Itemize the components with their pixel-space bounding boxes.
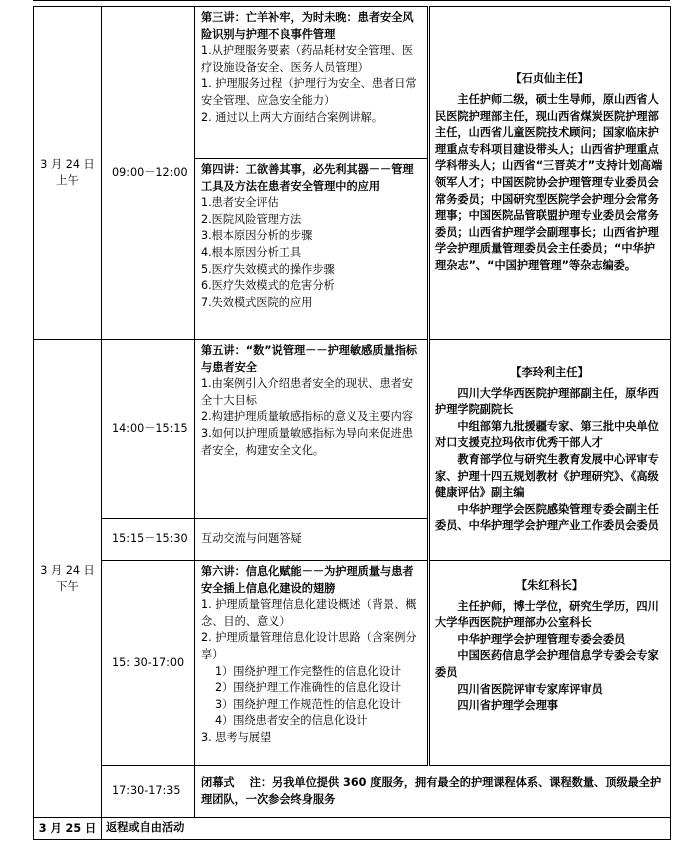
- lecture5-item-1: 1.由案例引入介绍患者安全的现状、患者安全十大目标: [201, 377, 414, 407]
- slot3-time: 15: 30-17:00: [102, 561, 195, 766]
- final-row: [34, 818, 671, 840]
- speaker-shi-name: 【石贞仙主任】: [510, 72, 589, 86]
- speaker-shi-bio: 主任护师二级，硕士生导师，原山西省人民医院护理部主任，现山西省煤炭医院护理部主任，山西省儿童医院技术顾问；国家临床护理重点专科项目建设带头人；山西省护理重点学科带头人；山西省“三晋英才”支持计划高端领军人才；中国医院协会护理管理专业委员会常务委员；中国研究型医院学会护理分会常务理事；中国医院品管联盟护理专业委员会常务委员；山西省护理学会副理事长；山西省护理学会护理质量管理委员会主任委员；“中华护理杂志”、“中国护理管理”等杂志编委。: [435, 93, 663, 272]
- afternoon-period: 下午: [56, 579, 79, 593]
- slot2-time: 15:15－15:30: [102, 519, 195, 561]
- lecture3-item-3: 2. 通过以上两大方面结合案例讲解。: [201, 110, 384, 124]
- lecture3-title: 第三讲：亡羊补牢，为时未晚：患者安全风险识别与护理不良事件管理: [201, 11, 414, 41]
- lecture6-sub-4: 4）围绕患者安全的信息化设计: [215, 714, 368, 728]
- slot2-text: 互动交流与问题答疑: [195, 519, 429, 561]
- lecture4-item-1: 1.患者安全评估: [201, 196, 279, 210]
- lecture4-item-7: 7.失效模式医院的应用: [201, 295, 313, 309]
- afternoon-date-cell: [34, 340, 102, 818]
- lecture6-item-2: 2. 护理质量管理信息化设计思路（含案例分享）: [201, 631, 417, 661]
- lecture5-title: 第五讲：“数”说管理－－护理敏感质量指标与患者安全: [201, 344, 418, 374]
- lecture3-item-2: 1. 护理服务过程（护理行为安全、患者日常安全管理、应急安全能力）: [201, 77, 417, 107]
- final-text: 返程或自由活动: [102, 818, 671, 840]
- lecture4-item-2: 2.医院风险管理方法: [201, 212, 302, 226]
- speaker-zhu-cell: [429, 561, 671, 766]
- speaker-li-cell: [429, 340, 671, 561]
- speaker-zhu-bio-3: 中国医药信息学会护理信息学专委会专家委员: [435, 649, 659, 679]
- morning-row-1: [34, 7, 671, 159]
- closing-text: 闭幕式 注：另我单位提供 360 度服务，拥有最全的护理课程体系、课程数量、顶级最全护理团队，一次参会终身服务: [195, 766, 671, 818]
- speaker-zhu-bio-2: 中华护理学会护理管理专委会委员: [457, 632, 626, 646]
- lecture5-cell: [195, 340, 429, 519]
- speaker-li-bio-3: 教育部学位与研究生教育发展中心评审专家、护理十四五规划教材《护理研究》、《高级健康评估》副主编: [435, 453, 659, 500]
- lecture6-sub-1: 1）围绕护理工作完整性的信息化设计: [215, 664, 402, 678]
- morning-date: 3 月 24 日: [40, 158, 95, 171]
- slot1-time: 14:00－15:15: [102, 340, 195, 519]
- schedule-table: [33, 6, 671, 840]
- lecture6-item-1: 1. 护理质量管理信息化建设概述（背景、概念、目的、意义）: [201, 598, 417, 628]
- slot4-time: 17:30-17:35: [102, 766, 195, 818]
- lecture5-item-2: 2.构建护理质量敏感指标的意义及主要内容: [201, 410, 414, 424]
- lecture4-title: 第四讲：工欲善其事，必先利其器－－管理工具及方法在患者安全管理中的应用: [201, 163, 414, 193]
- speaker-zhu-name: 【朱红科长】: [515, 579, 584, 592]
- lecture4-item-5: 5.医疗失效模式的操作步骤: [201, 262, 335, 276]
- speaker-li-bio-2: 中组部第九批援疆专家、第三批中央单位对口支援克拉玛依市优秀干部人才: [435, 419, 659, 450]
- speaker-zhu-bio-4: 四川省医院评审专家库评审员: [457, 682, 603, 696]
- final-date: 3 月 25 日: [34, 818, 102, 840]
- morning-time: 09:00－12:00: [102, 7, 195, 340]
- speaker-zhu-bio-5: 四川省护理学会理事: [457, 699, 559, 713]
- lecture4-item-3: 3.根本原因分析的步骤: [201, 229, 313, 243]
- afternoon-date: 3 月 24 日: [40, 563, 95, 577]
- lecture6-sub-2: 2）围绕护理工作准确性的信息化设计: [215, 681, 402, 695]
- lecture6-sub-3: 3）围绕护理工作规范性的信息化设计: [215, 697, 402, 711]
- lecture4-cell: [195, 159, 429, 340]
- lecture3-cell: [195, 7, 429, 159]
- lecture4-item-4: 4.根本原因分析工具: [201, 245, 302, 259]
- lecture3-item-1: 1.从护理服务要素（药品耗材安全管理、医疗设施设备安全、医务人员管理）: [201, 44, 414, 74]
- speaker-zhu-bio-1: 主任护师，博士学位，研究生学历，四川大学华西医院护理部办公室科长: [435, 599, 659, 630]
- lecture6-end: 3. 思考与展望: [201, 730, 272, 744]
- speaker-shi-cell: [429, 7, 671, 340]
- afternoon-row-3: [34, 561, 671, 766]
- lecture4-item-6: 6.医疗失效模式的危害分析: [201, 279, 335, 293]
- speaker-li-bio-4: 中华护理学会医院感染管理专委会副主任委员、中华护理学会护理产业工作委员会委员: [435, 502, 659, 533]
- morning-date-cell: [34, 7, 102, 340]
- lecture5-item-3: 3.如何以护理质量敏感指标为导向来促进患者安全，构建安全文化。: [201, 426, 414, 457]
- speaker-li-bio-1: 四川大学华西医院护理部副主任，原华西护理学院副院长: [435, 386, 659, 417]
- speaker-li-name: 【李玲利主任】: [510, 366, 589, 380]
- lecture6-title: 第六讲：信息化赋能－－为护理质量与患者安全插上信息化建设的翅膀: [201, 565, 414, 595]
- top-border: [33, 0, 670, 5]
- lecture6-cell: [195, 561, 429, 766]
- afternoon-row-1: [34, 340, 671, 519]
- afternoon-row-4: [34, 766, 671, 818]
- morning-period: 上午: [56, 174, 79, 187]
